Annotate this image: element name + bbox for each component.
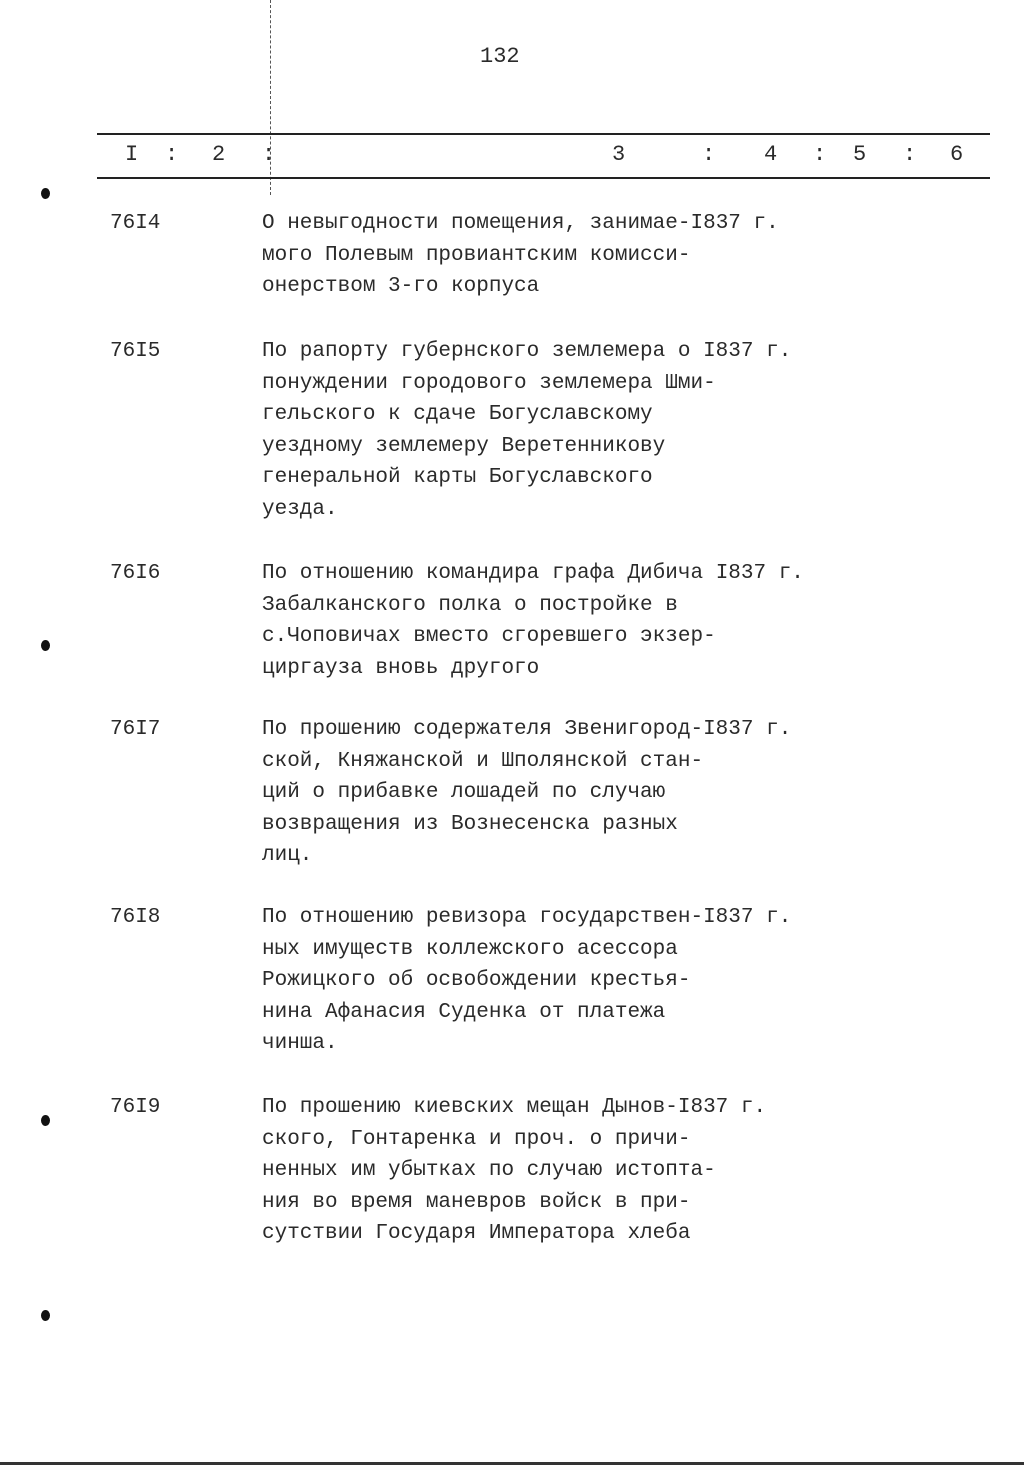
entry-line-text: генеральной карты Богуславского (262, 466, 653, 489)
header-col-4: 4 (764, 142, 778, 167)
entry-line (262, 399, 791, 431)
entry-line (262, 746, 791, 778)
entry-line (262, 462, 791, 494)
entry-line-text: ния во время маневров войск в при- (262, 1190, 691, 1214)
entry-line-text: возвращения из Вознесенска разных (262, 812, 678, 836)
header-col-3: 3 (612, 142, 626, 167)
entry-line (262, 902, 791, 934)
punch-hole (41, 1310, 50, 1321)
entry-line (262, 653, 804, 685)
header-sep: : (262, 142, 276, 167)
entry-description (262, 714, 791, 872)
entry-line-text: лиц. (262, 844, 313, 867)
entry-number: 76I6 (110, 562, 161, 585)
entry-line-text: О невыгодности помещения, занимае- (262, 212, 691, 235)
entry-year: I837 г. (703, 718, 792, 741)
entry-description (262, 208, 779, 303)
entry-number: 76I7 (110, 718, 161, 741)
entry-line-text: мого Полевым провиантским комисси- (262, 243, 691, 267)
entry-line (262, 777, 791, 809)
entry-line-text: уездному землемеру Веретенникову (262, 434, 666, 458)
entry-number: 76I8 (110, 906, 161, 929)
entry-line-text: Рожицкого об освобождении крестья- (262, 969, 691, 992)
entry-line (262, 809, 791, 841)
entry-year: I837 г. (690, 212, 779, 235)
entry-line (262, 1092, 766, 1124)
header-sep: : (165, 142, 179, 167)
entry-line (262, 1218, 766, 1250)
entry-line (262, 621, 804, 653)
entry-line-text: По прошению киевских мещан Дынов- (262, 1096, 678, 1119)
entry-line-text: ненных им убытках по случаю истопта- (262, 1159, 716, 1182)
entry-line (262, 1187, 766, 1219)
page-number: 132 (480, 44, 520, 69)
entry-line (262, 840, 791, 872)
entry-line-text: сутствии Государя Императора хлеба (262, 1222, 691, 1245)
entry-line-text: ского, Гонтаренка и проч. о причи- (262, 1127, 691, 1151)
entry-description (262, 902, 791, 1060)
entry-line (262, 714, 791, 746)
entry-line (262, 997, 791, 1029)
entry-line (262, 1124, 766, 1156)
entry-line-text: с.Чоповичах вместо сгоревшего экзер- (262, 625, 716, 648)
entry-line-text: Забалканского полка о постройке в (262, 593, 678, 617)
entry-line (262, 368, 791, 400)
header-sep: : (702, 142, 716, 167)
punch-hole (41, 640, 50, 651)
entry-line-text: ных имуществ коллежского асессора (262, 937, 678, 961)
entry-line (262, 1155, 766, 1187)
entry-line (262, 431, 791, 463)
entry-line (262, 271, 779, 303)
entry-line-text: гельского к сдаче Богуславскому (262, 403, 653, 426)
entry-number: 76I5 (110, 340, 161, 363)
entry-line (262, 590, 804, 622)
header-sep: : (813, 142, 827, 167)
entry-line (262, 965, 791, 997)
entry-year: I837 г. (703, 906, 792, 929)
entry-year: I837 г. (715, 562, 804, 585)
entry-line (262, 1028, 791, 1060)
entry-line-text: По прошению содержателя Звенигород- (262, 718, 704, 741)
entry-line-text: циргауза вновь другого (262, 656, 540, 680)
entry-number: 76I4 (110, 212, 161, 235)
entry-line-text: По отношению ревизора государствен- (262, 906, 704, 929)
entry-line-text: понуждении городового землемера Шми- (262, 371, 716, 395)
entry-line-text: ской, Княжанской и Шполянской стан- (262, 749, 704, 773)
entry-description (262, 558, 804, 684)
entry-description (262, 1092, 766, 1250)
punch-hole (41, 1115, 50, 1126)
header-top-rule (97, 133, 990, 135)
page-bottom-edge (0, 1462, 1024, 1465)
header-col-5: 5 (853, 142, 867, 167)
entry-line-text: По рапорту губернского землемера о (262, 340, 704, 363)
header-col-6: 6 (950, 142, 964, 167)
header-col-1: I (125, 142, 139, 167)
entry-line-text: онерством 3-го корпуса (262, 275, 540, 298)
entry-line-text: уезда. (262, 497, 338, 521)
punch-hole (41, 188, 50, 199)
header-col-2: 2 (212, 142, 226, 167)
entry-line (262, 558, 804, 590)
entry-line-text: чинша. (262, 1032, 338, 1055)
entry-year: I837 г. (677, 1096, 767, 1119)
entry-line (262, 240, 779, 272)
entry-line (262, 336, 791, 368)
header-bottom-rule (97, 177, 990, 179)
entry-number: 76I9 (110, 1096, 161, 1119)
entry-line (262, 494, 791, 526)
header-sep: : (903, 142, 917, 167)
entry-year: I837 г. (703, 340, 792, 363)
entry-line (262, 934, 791, 966)
entry-description (262, 336, 791, 525)
entry-line-text: По отношению командира графа Дибича (262, 562, 716, 585)
entry-line-text: нина Афанасия Суденка от платежа (262, 1000, 666, 1024)
entry-line-text: ций о прибавке лошадей по случаю (262, 781, 666, 804)
entry-line (262, 208, 779, 240)
